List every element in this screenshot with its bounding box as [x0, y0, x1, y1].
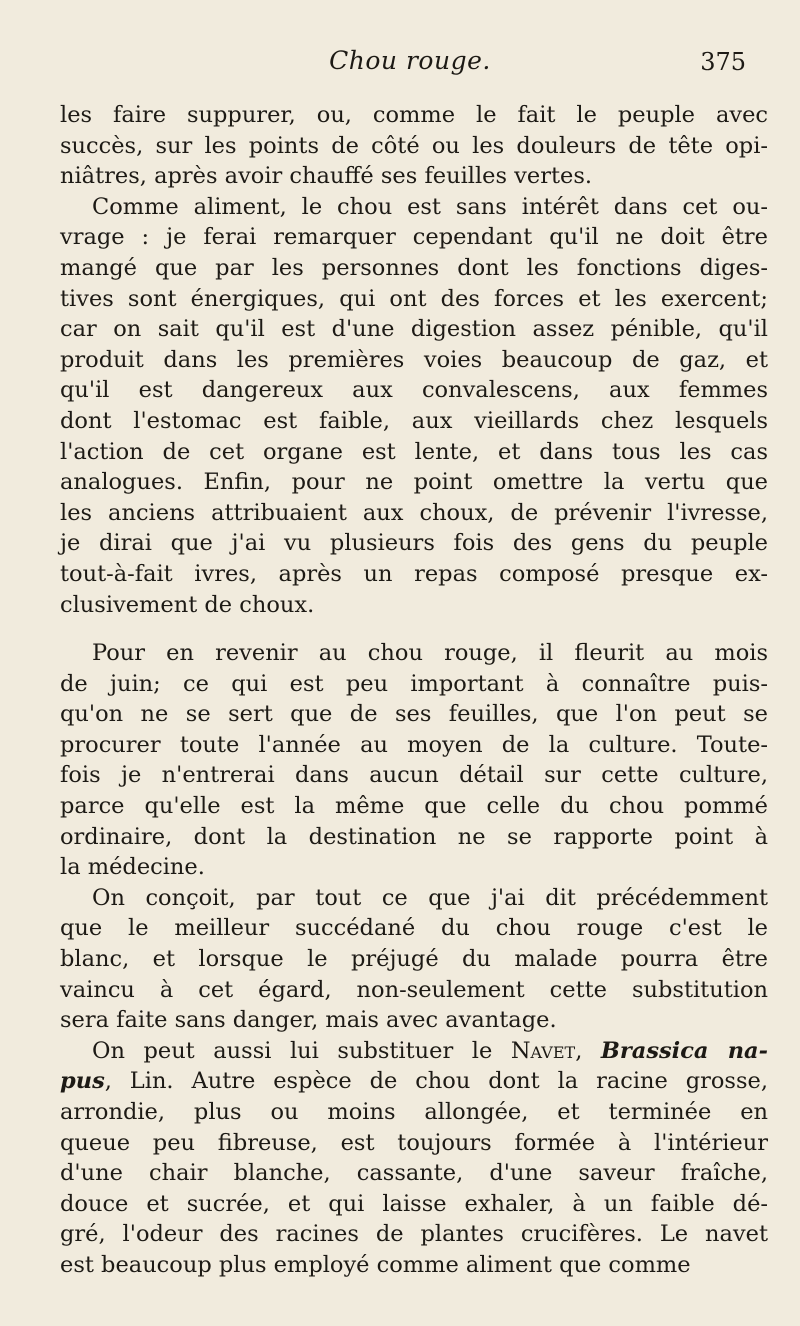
text-line: queue peu fibreuse, est toujours formée à l'intérieur: [60, 1129, 768, 1156]
text-line: l'action de cet organe est lente, et dans tous les cas: [60, 438, 768, 465]
text-line: arrondie, plus ou moins allongée, et terminée en: [60, 1099, 768, 1125]
page-header: [60, 46, 760, 90]
text-line: dont l'estomac est faible, aux vieillards chez lesquels: [60, 407, 768, 434]
text-line: je dirai que j'ai vu plusieurs fois des gens du peuple: [60, 530, 768, 557]
text-line: niâtres, après avoir chauffé ses feuilles vertes.: [60, 163, 593, 190]
text-line: qu'on ne se sert que de ses feuilles, que l'on peut se: [60, 701, 768, 728]
text-line: d'une chair blanche, cassante, d'une saveur fraîche,: [60, 1160, 768, 1187]
paragraph: [60, 638, 768, 883]
text-line: est beaucoup plus employé comme aliment que comme: [60, 1251, 691, 1278]
paragraph: [60, 1036, 768, 1281]
text-line: vrage : je ferai remarquer cependant qu'il ne doit être: [60, 224, 768, 251]
text-line: succès, sur les points de côté ou les douleurs de tête opi-: [60, 132, 768, 159]
text-line: mangé que par les personnes dont les fonctions diges-: [60, 254, 768, 281]
small-caps-term: Navet: [510, 1037, 576, 1064]
running-title: Chou rouge.: [329, 46, 491, 75]
text-line: sera faite sans danger, mais avec avantage.: [60, 1007, 557, 1034]
text-line: blanc, et lorsque le préjugé du malade pourra être: [60, 946, 768, 973]
paragraph: [60, 100, 768, 192]
text-line: parce qu'elle est la même que celle du chou pommé: [60, 793, 768, 820]
paragraph-gap: [60, 620, 768, 638]
text-line: vaincu à cet égard, non-seulement cette substitution: [60, 976, 768, 1003]
text-line: procurer toute l'année au moyen de la culture. Toute-: [60, 731, 768, 758]
text-line: [60, 1066, 768, 1097]
text-line: ordinaire, dont la destination ne se rapporte point à: [60, 823, 768, 850]
text-line: analogues. Enfin, pour ne point omettre la vertu que: [60, 469, 768, 496]
latin-binomial: pus: [60, 1068, 105, 1095]
text-line: On conçoit, par tout ce que j'ai dit précédemment: [92, 884, 768, 911]
text-run: On peut aussi lui substituer le: [92, 1037, 511, 1064]
text-line: car on sait qu'il est d'une digestion assez pénible, qu'il: [60, 316, 768, 343]
page-number: 375: [700, 48, 746, 76]
latin-binomial: Brassica na-: [600, 1037, 768, 1064]
text-line: les faire suppurer, ou, comme le fait le peuple avec: [60, 102, 768, 128]
paragraph: [60, 192, 768, 620]
text-line: douce et sucrée, et qui laisse exhaler, à un faible dé-: [60, 1190, 768, 1217]
text-run: , Lin. Autre espèce de chou dont la racine grosse,: [104, 1068, 768, 1095]
text-line: qu'il est dangereux aux convalescens, aux femmes: [60, 377, 768, 404]
text-line: la médecine.: [60, 854, 205, 881]
text-line: produit dans les premières voies beaucoup de gaz, et: [60, 346, 768, 373]
text-line: Comme aliment, le chou est sans intérêt dans cet ou-: [92, 193, 768, 220]
text-line: fois je n'entrerai dans aucun détail sur cette culture,: [60, 762, 768, 789]
text-run: ,: [575, 1037, 601, 1064]
text-line: que le meilleur succédané du chou rouge c'est le: [60, 915, 768, 942]
text-line: gré, l'odeur des racines de plantes crucifères. Le navet: [60, 1221, 768, 1248]
text-line: de juin; ce qui est peu important à connaître puis-: [60, 670, 768, 697]
paragraph: [60, 883, 768, 1036]
text-line: tives sont énergiques, qui ont des forces et les exercent;: [60, 285, 768, 312]
text-line: clusivement de choux.: [60, 591, 315, 618]
body-text: [60, 100, 768, 1281]
text-line: tout-à-fait ivres, après un repas composé presque ex-: [60, 560, 768, 587]
text-line: les anciens attribuaient aux choux, de prévenir l'ivresse,: [60, 499, 768, 526]
text-line: [60, 1036, 768, 1067]
text-line: Pour en revenir au chou rouge, il fleurit au mois: [92, 640, 768, 667]
